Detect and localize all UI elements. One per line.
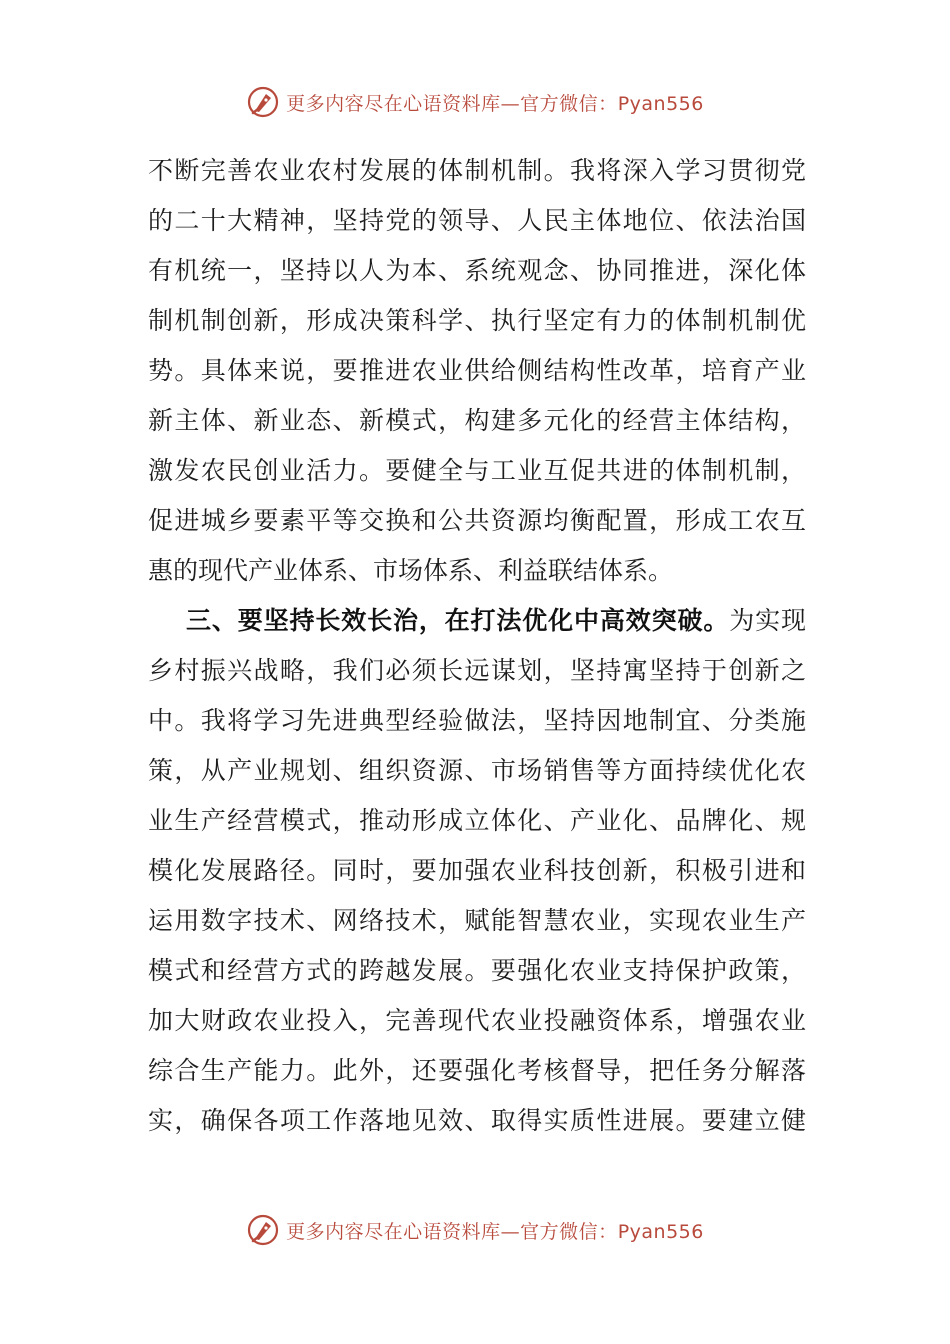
section-heading-line: 三、要坚持长效长治，在打法优化中高效突破。为实现	[186, 606, 806, 635]
text-line: 制机制创新，形成决策科学、执行坚定有力的体制机制优	[148, 306, 806, 335]
text-line: 加大财政农业投入，完善现代农业投融资体系，增强农业	[148, 1006, 806, 1035]
text-line: 运用数字技术、网络技术，赋能智慧农业，实现农业生产	[148, 906, 806, 935]
watermark-text: 更多内容尽在心语资料库—官方微信：Pyan556	[286, 1220, 704, 1243]
text-line: 不断完善农业农村发展的体制机制。我将深入学习贯彻党	[148, 156, 806, 185]
text-line: 策，从产业规划、组织资源、市场销售等方面持续优化农	[148, 756, 806, 785]
text-line: 激发农民创业活力。要健全与工业互促共进的体制机制，	[148, 456, 806, 485]
text-line: 的二十大精神，坚持党的领导、人民主体地位、依法治国	[148, 206, 806, 235]
header-watermark	[0, 82, 950, 122]
text-line: 新主体、新业态、新模式，构建多元化的经营主体结构，	[148, 406, 806, 435]
text-line: 实，确保各项工作落地见效、取得实质性进展。要建立健	[148, 1106, 806, 1135]
text-line: 中。我将学习先进典型经验做法，坚持因地制宜、分类施	[148, 706, 806, 735]
pen-nib-logo-icon	[246, 1213, 280, 1247]
footer-watermark	[0, 1210, 950, 1250]
pen-nib-logo-icon	[246, 85, 280, 119]
text-line: 综合生产能力。此外，还要强化考核督导，把任务分解落	[148, 1056, 806, 1085]
text-line: 有机统一，坚持以人为本、系统观念、协同推进，深化体	[148, 256, 806, 285]
text-line: 乡村振兴战略，我们必须长远谋划，坚持寓坚持于创新之	[148, 656, 806, 685]
section-heading: 三、要坚持长效长治，在打法优化中高效突破。	[186, 606, 730, 635]
text-line: 模式和经营方式的跨越发展。要强化农业支持保护政策，	[148, 956, 806, 985]
text-line: 势。具体来说，要推进农业供给侧结构性改革，培育产业	[148, 356, 806, 385]
document-body	[148, 146, 806, 1146]
text-line: 惠的现代产业体系、市场体系、利益联结体系。	[148, 556, 674, 585]
text-line: 促进城乡要素平等交换和公共资源均衡配置，形成工农互	[148, 506, 806, 535]
watermark-text: 更多内容尽在心语资料库—官方微信：Pyan556	[286, 92, 704, 115]
text-line: 业生产经营模式，推动形成立体化、产业化、品牌化、规	[148, 806, 806, 835]
text-line: 模化发展路径。同时，要加强农业科技创新，积极引进和	[148, 856, 806, 885]
